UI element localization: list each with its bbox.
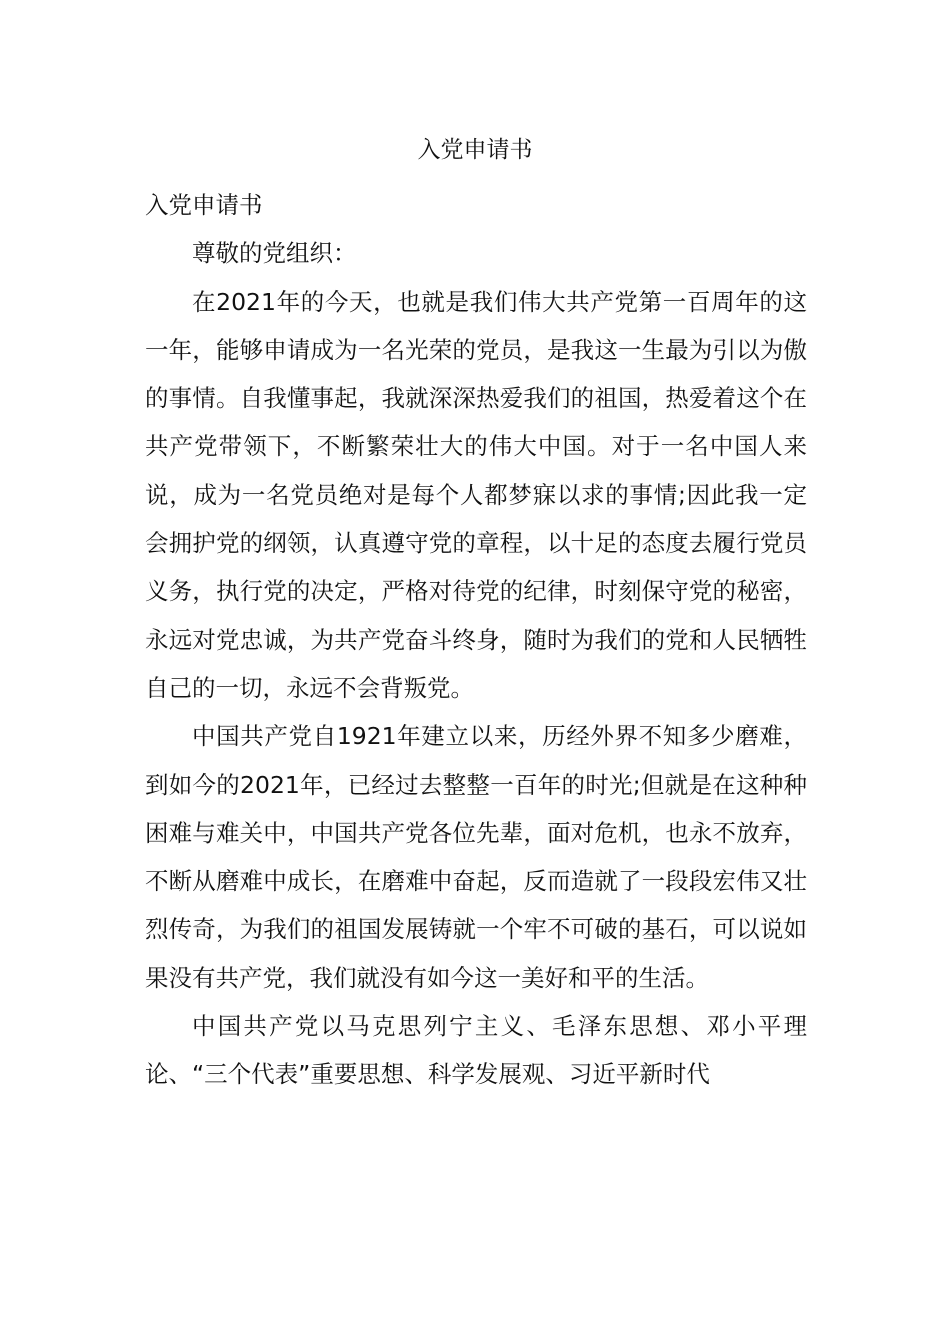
document-body [145, 181, 807, 1099]
salutation: 尊敬的党组织： [192, 239, 357, 268]
paragraph-1: 在2021年的今天，也就是我们伟大共产党第一百周年的这一年，能够申请成为一名光荣的党员，是我这一生最为引以为傲的事情。自我懂事起，我就深深热爱我们的祖国，热爱着这个在共产党带领下，不断繁荣壮大的伟大中国。对于一名中国人来说，成为一名党员绝对是每个人都梦寐以求的事情;因此我一定会拥护党的纲领，认真遵守党的章程，以十足的态度去履行党员义务，执行党的决定，严格对待党的纪律，时刻保守党的秘密，永远对党忠诚，为共产党奋斗终身，随时为我们的党和人民牺牲自己的一切，永远不会背叛党。 [145, 287, 807, 702]
document-title: 入党申请书 [417, 137, 533, 163]
document-subtitle: 入党申请书 [145, 191, 263, 219]
paragraph-3: 中国共产党以马克思列宁主义、毛泽东思想、邓小平理论、“三个代表”重要思想、科学发展观、习近平新时代 [145, 1012, 807, 1089]
paragraph-2: 中国共产党自1921年建立以来，历经外界不知多少磨难，到如今的2021年，已经过去整整一百年的时光;但就是在这种种困难与难关中，中国共产党各位先辈，面对危机，也永不放弃，不断从磨难中成长，在磨难中奋起，反而造就了一段段宏伟又壮烈传奇，为我们的祖国发展铸就一个牢不可破的基石，可以说如果没有共产党，我们就没有如今这一美好和平的生活。 [145, 722, 807, 992]
